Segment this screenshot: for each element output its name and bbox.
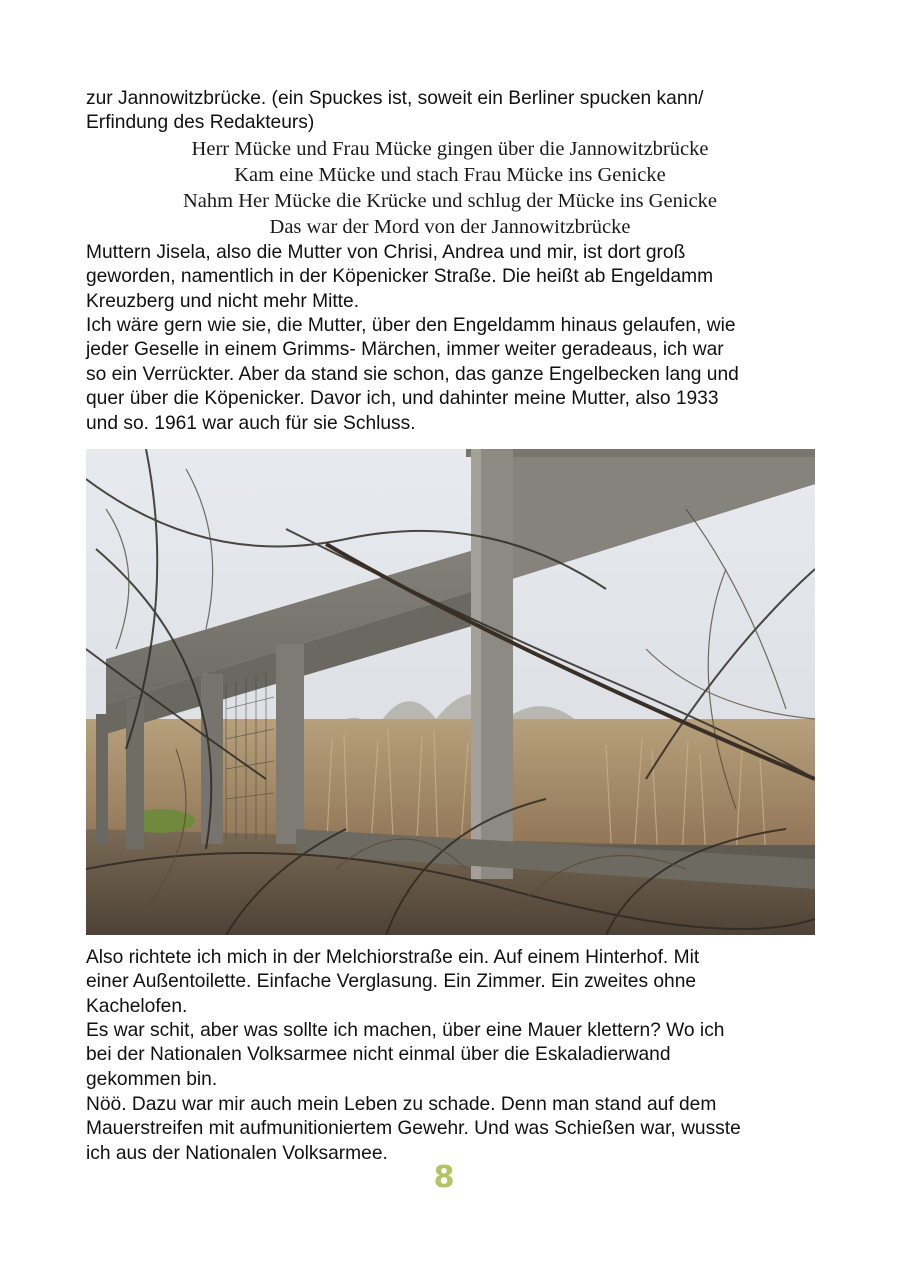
poem-line: Nahm Her Mücke die Krücke und schlug der Mücke ins Genicke <box>183 190 717 212</box>
paragraph-schit <box>86 1019 826 1092</box>
text-line: so ein Verrückter. Aber da stand sie schon, das ganze Engelbecken lang und <box>86 363 739 385</box>
text-line: Ich wäre gern wie sie, die Mutter, über den Engeldamm hinaus gelaufen, wie <box>86 315 736 336</box>
text-line: Mauerstreifen mit aufmunitioniertem Gewehr. Und was Schießen war, wusste <box>86 1118 741 1140</box>
text-line: bei der Nationalen Volksarmee nicht einmal über die Eskaladierwand <box>86 1044 671 1066</box>
wall-ruins-photo <box>86 449 815 935</box>
poem-verse <box>86 136 814 240</box>
paragraph-muttern <box>86 241 826 314</box>
text-line: geworden, namentlich in der Köpenicker Straße. Die heißt ab Engeldamm <box>86 266 714 288</box>
text-line: Nöö. Dazu war mir auch mein Leben zu schade. Denn man stand auf dem <box>86 1094 717 1115</box>
poem-line: Herr Mücke und Frau Mücke gingen über die Jannowitzbrücke <box>191 138 709 160</box>
page-number: 8 <box>433 1160 455 1195</box>
text-line: Erfindung des Redakteurs) <box>86 112 315 134</box>
text-line: und so. 1961 war auch für sie Schluss. <box>86 412 416 434</box>
text-line: einer Außentoilette. Einfache Verglasung. Ein Zimmer. Ein zweites ohne <box>86 971 697 993</box>
paragraph-intro <box>86 87 826 136</box>
poem-line: Kam eine Mücke und stach Frau Mücke ins Genicke <box>234 164 666 186</box>
text-line: Also richtete ich mich in der Melchiorstraße ein. Auf einem Hinterhof. Mit <box>86 947 700 968</box>
text-line: zur Jannowitzbrücke. (ein Spuckes ist, soweit ein Berliner spucken kann/ <box>86 88 704 109</box>
text-line: jeder Geselle in einem Grimms- Märchen, immer weiter geradeaus, ich war <box>86 339 724 361</box>
text-line: ich aus der Nationalen Volksarmee. <box>86 1142 388 1164</box>
text-line: Kreuzberg und nicht mehr Mitte. <box>86 290 360 312</box>
text-line: Muttern Jisela, also die Mutter von Chrisi, Andrea und mir, ist dort groß <box>86 242 686 263</box>
text-line: Es war schit, aber was sollte ich machen, über eine Mauer klettern? Wo ich <box>86 1020 725 1041</box>
paragraph-waere <box>86 314 826 436</box>
paragraph-noeoe <box>86 1093 826 1166</box>
paragraph-also <box>86 946 826 1019</box>
poem-line: Das war der Mord von der Jannowitzbrücke <box>269 216 631 238</box>
text-line: quer über die Köpenicker. Davor ich, und dahinter meine Mutter, also 1933 <box>86 388 719 410</box>
text-line: Kachelofen. <box>86 995 188 1017</box>
text-line: gekommen bin. <box>86 1068 218 1090</box>
